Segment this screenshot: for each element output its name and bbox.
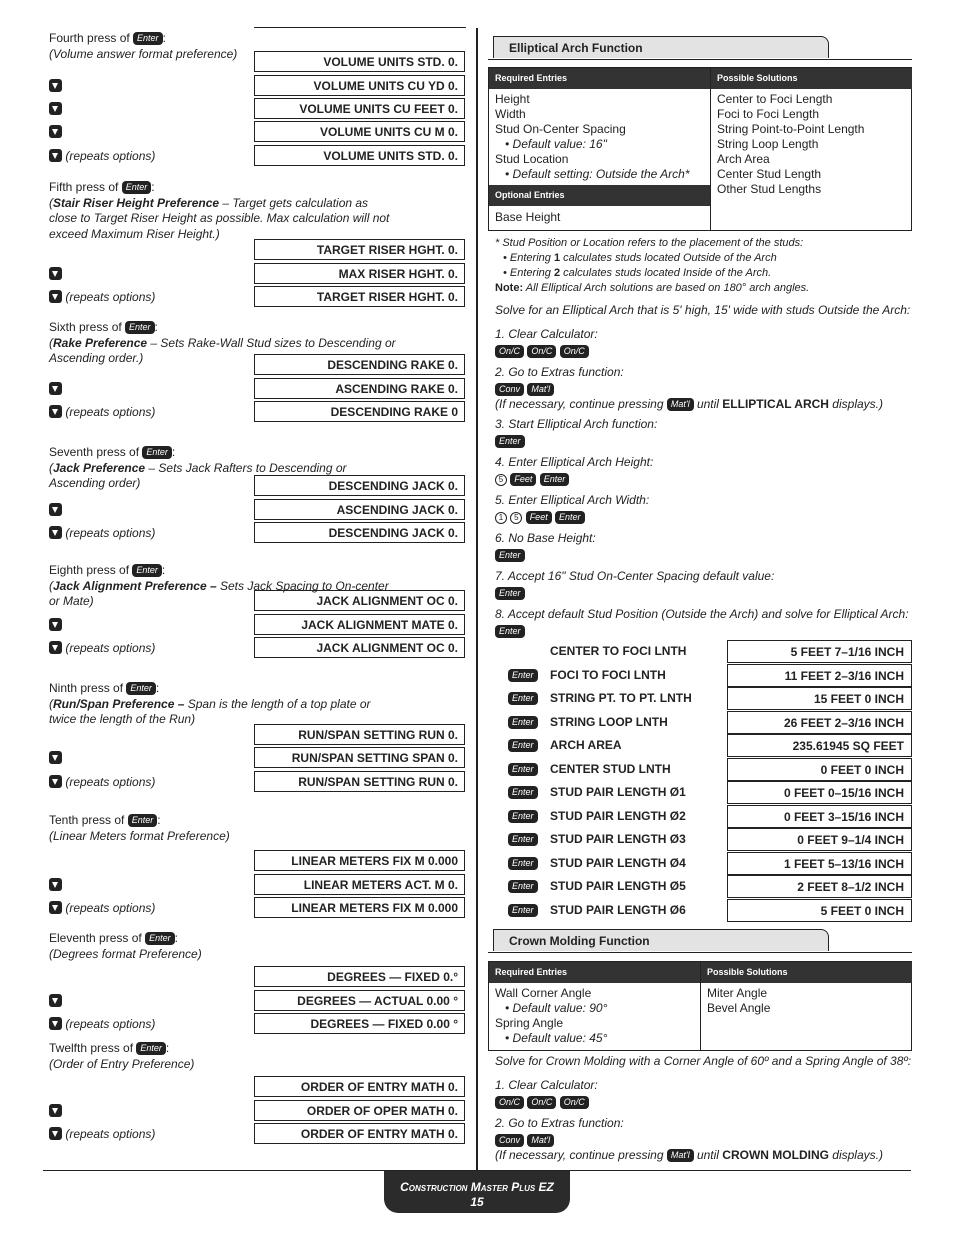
key-conv: Conv: [495, 383, 524, 396]
solution-item: Foci to Foci Length: [717, 107, 820, 121]
key-conv: Conv: [495, 1134, 524, 1147]
key-sequence: [495, 434, 657, 449]
elliptical-step: [495, 455, 653, 487]
option-row: [49, 1123, 467, 1145]
key-sequence: [495, 382, 883, 397]
enter-key: Enter: [136, 1042, 166, 1055]
display-readout: DESCENDING RAKE 0: [254, 401, 465, 422]
enter-key: Enter: [508, 692, 538, 705]
elliptical-step: [495, 493, 649, 525]
footnote: [495, 236, 809, 296]
option-row: [49, 850, 467, 872]
enter-key: Enter: [508, 786, 538, 799]
option-row: [49, 637, 467, 659]
display-readout: LINEAR METERS FIX M 0.000: [254, 850, 465, 871]
preference-name: Rake Preference: [53, 335, 148, 350]
key-feet: Feet: [510, 473, 536, 486]
result-value: 15 FEET 0 INCH: [727, 687, 912, 710]
key-matl: Mat'l: [527, 383, 554, 396]
enter-key: Enter: [508, 810, 538, 823]
required-header: Required Entries: [489, 68, 710, 89]
step-text: 3. Start Elliptical Arch function:: [495, 417, 658, 431]
option-label: [49, 503, 62, 517]
elliptical-step: [495, 365, 883, 412]
key-onc: On/C: [560, 345, 589, 358]
result-row: [488, 711, 912, 734]
option-row: [49, 354, 467, 376]
press-line: Eleventh press of Enter :: [49, 931, 178, 945]
preference-name: Stair Riser Height Preference: [53, 195, 220, 210]
key-sequence: [495, 548, 596, 563]
elliptical-step: [495, 327, 598, 359]
option-label: [49, 618, 62, 632]
result-row: [488, 640, 912, 663]
required-list: [489, 89, 710, 185]
crown-required-column: [489, 962, 700, 1049]
result-label: STRING LOOP LNTH: [550, 714, 668, 729]
option-row: [49, 614, 467, 636]
option-label: [49, 1104, 62, 1118]
display-name: ELLIPTICAL ARCH: [722, 397, 829, 411]
elliptical-title: Elliptical Arch Function: [493, 36, 829, 58]
footnote-line-3: • Entering 2 calculates studs located Inside of the Arch.: [503, 267, 772, 279]
digit-key: 1: [495, 512, 507, 524]
display-readout: DEGREES — FIXED 0.°: [254, 966, 465, 987]
solution-item: String Point-to-Point Length: [717, 122, 865, 136]
option-row: [49, 499, 467, 521]
result-row: [488, 734, 912, 757]
preference-section: [49, 931, 467, 962]
option-row: [49, 401, 467, 423]
step-text: 8. Accept default Stud Position (Outside the Arch) and solve for Elliptical Arch:: [495, 607, 909, 621]
key-enter: Enter: [540, 473, 570, 486]
crown-solutions-list: [701, 983, 912, 1019]
solutions-list: [711, 89, 912, 200]
preference-description: (Jack Alignment Preference – Sets Jack Spacing to On-center or Mate): [49, 578, 389, 608]
key-enter: Enter: [495, 625, 525, 638]
result-value: 2 FEET 8–1/2 INCH: [727, 875, 912, 898]
option-row: [49, 121, 467, 143]
required-column: [489, 68, 710, 228]
enter-key: Enter: [508, 669, 538, 682]
preference-description: (Volume answer format preference): [49, 46, 238, 61]
result-value: 0 FEET 0 INCH: [727, 758, 912, 781]
key-sequence: [495, 624, 909, 639]
elliptical-title-rule: [488, 59, 912, 60]
result-value: 11 FEET 2–3/16 INCH: [727, 664, 912, 687]
key-sequence: [495, 510, 649, 525]
result-value: 26 FEET 2–3/16 INCH: [727, 711, 912, 734]
option-row: [49, 98, 467, 120]
display-readout: RUN/SPAN SETTING SPAN 0.: [254, 747, 465, 768]
display-readout: JACK ALIGNMENT MATE 0.: [254, 614, 465, 635]
display-readout: ASCENDING RAKE 0.: [254, 378, 465, 399]
option-row: [49, 475, 467, 497]
option-row: [49, 771, 467, 793]
option-label: (repeats options): [49, 641, 155, 655]
display-readout: MAX RISER HGHT. 0.: [254, 263, 465, 284]
note-line: Note: All Elliptical Arch solutions are based on 180° arch angles.: [495, 282, 810, 294]
down-arrow-icon: [49, 267, 62, 280]
press-line: Fourth press of Enter :: [49, 31, 166, 45]
down-arrow-icon: [49, 1104, 62, 1117]
display-readout: VOLUME UNITS STD. 0.: [254, 51, 465, 72]
optional-entry: Base Height: [495, 210, 561, 224]
solution-item: Arch Area: [717, 152, 770, 166]
optional-header: Optional Entries: [489, 185, 710, 206]
result-label: STUD PAIR LENGTH Ø6: [550, 902, 686, 917]
down-arrow-icon: [49, 994, 62, 1007]
preference-description: (Degrees format Preference): [49, 946, 202, 961]
enter-key: Enter: [132, 564, 162, 577]
option-label: (repeats options): [49, 775, 155, 789]
result-label: ARCH AREA: [550, 738, 622, 752]
crown-required-list: [489, 983, 700, 1049]
press-line: Ninth press of Enter :: [49, 681, 160, 695]
preference-description: (Stair Riser Height Preference – Target gets calculation as close to Target Riser Height as possible. Max calculation will not exceed Maximum Riser Height.): [49, 195, 390, 241]
display-readout: LINEAR METERS FIX M 0.000: [254, 897, 465, 918]
column-divider: [476, 28, 478, 1171]
display-readout: RUN/SPAN SETTING RUN 0.: [254, 771, 465, 792]
display-readout: ORDER OF ENTRY MATH 0.: [254, 1123, 465, 1144]
preference-name: Jack Preference: [53, 460, 146, 475]
required-entry: Stud Location: [495, 152, 569, 166]
option-row: [49, 966, 467, 988]
solution-item: Bevel Angle: [707, 1001, 771, 1015]
crown-required-header: Required Entries: [489, 962, 700, 983]
key-sequence: [495, 472, 653, 487]
preference-description: (Jack Preference – Sets Jack Rafters to Descending or Ascending order): [49, 460, 347, 490]
required-entry: Spring Angle: [495, 1016, 564, 1030]
option-label: [49, 878, 62, 892]
option-row: [49, 239, 467, 261]
option-label: [49, 125, 62, 139]
step-text: 6. No Base Height:: [495, 531, 596, 545]
result-value: 0 FEET 0–15/16 INCH: [727, 781, 912, 804]
key-onc: On/C: [560, 1096, 589, 1109]
preference-section: [49, 1041, 467, 1072]
option-label: (repeats options): [49, 1017, 155, 1031]
top-rule: [254, 27, 466, 28]
display-readout: DEGREES — ACTUAL 0.00 °: [254, 990, 465, 1011]
down-arrow-icon: [49, 1017, 62, 1030]
down-arrow-icon: [49, 618, 62, 631]
option-row: [49, 897, 467, 919]
crown-solutions-column: [700, 962, 912, 1050]
option-row: [49, 1013, 467, 1035]
required-entry: • Default value: 16": [505, 137, 607, 151]
down-arrow-icon: [49, 290, 62, 303]
enter-key: Enter: [122, 181, 152, 194]
elliptical-table: [488, 67, 912, 231]
page-footer: [384, 1171, 570, 1213]
option-label: (repeats options): [49, 149, 155, 163]
enter-key: Enter: [508, 833, 538, 846]
step-text: 7. Accept 16" Stud On-Center Spacing default value:: [495, 569, 775, 583]
option-row: [49, 522, 467, 544]
result-value: 5 FEET 7–1/16 INCH: [727, 640, 912, 663]
option-row: [49, 145, 467, 167]
display-readout: VOLUME UNITS STD. 0.: [254, 145, 465, 166]
option-label: [49, 102, 62, 116]
option-row: [49, 724, 467, 746]
option-row: [49, 51, 467, 73]
enter-key: Enter: [508, 904, 538, 917]
crown-step-1: 1. Clear Calculator: On/C On/C On/C: [495, 1078, 598, 1107]
display-readout: DESCENDING JACK 0.: [254, 522, 465, 543]
footnote-line-1: * Stud Position or Location refers to the placement of the studs:: [495, 237, 804, 249]
solution-item: Center Stud Length: [717, 167, 822, 181]
result-row: [488, 852, 912, 875]
required-entry: Height: [495, 92, 530, 106]
option-row: [49, 286, 467, 308]
preference-section: [49, 180, 467, 242]
display-readout: ASCENDING JACK 0.: [254, 499, 465, 520]
step-note: (If necessary, continue pressing Mat'l until ELLIPTICAL ARCH displays.): [495, 397, 883, 411]
crown-table: [488, 961, 912, 1051]
option-row: [49, 590, 467, 612]
crown-title-rule: [488, 952, 912, 953]
down-arrow-icon: [49, 79, 62, 92]
digit-key: 5: [510, 512, 522, 524]
result-value: 0 FEET 9–1/4 INCH: [727, 828, 912, 851]
display-readout: DESCENDING JACK 0.: [254, 475, 465, 496]
down-arrow-icon: [49, 405, 62, 418]
option-row: [49, 75, 467, 97]
required-entry: • Default value: 45°: [505, 1031, 608, 1045]
display-readout: JACK ALIGNMENT OC 0.: [254, 590, 465, 611]
display-readout: VOLUME UNITS CU FEET 0.: [254, 98, 465, 119]
key-feet: Feet: [526, 511, 552, 524]
preference-name: Run/Span Preference –: [53, 696, 185, 711]
press-line: Tenth press of Enter :: [49, 813, 161, 827]
preference-section: [49, 813, 467, 844]
digit-key: 5: [495, 474, 507, 486]
display-readout: VOLUME UNITS CU M 0.: [254, 121, 465, 142]
option-row: [49, 263, 467, 285]
option-row: [49, 990, 467, 1012]
solution-item: Other Stud Lengths: [717, 182, 822, 196]
elliptical-step: [495, 607, 909, 639]
option-label: (repeats options): [49, 1127, 155, 1141]
crown-solutions-header: Possible Solutions: [701, 962, 912, 983]
result-label: CENTER TO FOCI LNTH: [550, 644, 687, 658]
result-row: [488, 828, 912, 851]
solution-item: Miter Angle: [707, 986, 768, 1000]
enter-key: Enter: [508, 716, 538, 729]
option-row: [49, 874, 467, 896]
enter-key: Enter: [508, 857, 538, 870]
option-label: [49, 267, 62, 281]
result-label: STUD PAIR LENGTH Ø2: [550, 808, 686, 823]
down-arrow-icon: [49, 125, 62, 138]
required-entry: Stud On-Center Spacing: [495, 122, 626, 136]
result-row: [488, 781, 912, 804]
option-label: [49, 382, 62, 396]
preference-section: [49, 681, 467, 728]
display-readout: ORDER OF ENTRY MATH 0.: [254, 1076, 465, 1097]
enter-key: Enter: [145, 932, 175, 945]
elliptical-step: [495, 417, 657, 449]
display-readout: LINEAR METERS ACT. M 0.: [254, 874, 465, 895]
solutions-column: [710, 68, 912, 230]
solution-item: Center to Foci Length: [717, 92, 833, 106]
step-text: 5. Enter Elliptical Arch Width:: [495, 493, 650, 507]
enter-key: Enter: [128, 814, 158, 827]
press-line: Fifth press of Enter :: [49, 180, 155, 194]
press-line: Sixth press of Enter :: [49, 320, 158, 334]
preference-description: (Run/Span Preference – Span is the length of a top plate or twice the length of the Run): [49, 696, 371, 726]
crown-step-2: 2. Go to Extras function: Conv Mat'l (If necessary, continue pressing Mat'l until CROWN MOLDING displays.): [495, 1116, 883, 1162]
preference-description: (Linear Meters format Preference): [49, 828, 230, 843]
result-value: 0 FEET 3–15/16 INCH: [727, 805, 912, 828]
result-label: STUD PAIR LENGTH Ø3: [550, 832, 686, 846]
display-readout: TARGET RISER HGHT. 0.: [254, 286, 465, 307]
preference-name: Jack Alignment Preference –: [53, 578, 217, 593]
elliptical-solve: Solve for an Elliptical Arch that is 5' high, 15' wide with studs Outside the Arch:: [495, 303, 911, 317]
down-arrow-icon: [49, 878, 62, 891]
down-arrow-icon: [49, 775, 62, 788]
option-label: (repeats options): [49, 901, 155, 915]
footnote-line-2: • Entering 1 calculates studs located Outside of the Arch: [503, 252, 777, 264]
result-row: [488, 664, 912, 687]
result-row: [488, 758, 912, 781]
display-readout: JACK ALIGNMENT OC 0.: [254, 637, 465, 658]
down-arrow-icon: [49, 503, 62, 516]
down-arrow-icon: [49, 1127, 62, 1140]
key-onc: On/C: [527, 345, 556, 358]
enter-key: Enter: [126, 682, 156, 695]
result-label: STRING PT. TO PT. LNTH: [550, 691, 692, 705]
option-label: [49, 751, 62, 765]
down-arrow-icon: [49, 641, 62, 654]
crown-solve: Solve for Crown Molding with a Corner Angle of 60º and a Spring Angle of 38º:: [495, 1054, 912, 1068]
option-label: (repeats options): [49, 526, 155, 540]
option-label: [49, 994, 62, 1008]
result-value: 235.61945 SQ FEET: [727, 734, 912, 757]
solution-item: String Loop Length: [717, 137, 819, 151]
option-label: [49, 79, 62, 93]
enter-key: Enter: [508, 763, 538, 776]
key-enter: Enter: [555, 511, 585, 524]
step-text: 2. Go to Extras function:: [495, 365, 624, 379]
option-label: (repeats options): [49, 405, 155, 419]
down-arrow-icon: [49, 149, 62, 162]
enter-key: Enter: [142, 446, 172, 459]
result-row: [488, 687, 912, 710]
enter-key: Enter: [125, 321, 155, 334]
step-text: 1. Clear Calculator:: [495, 327, 598, 341]
display-readout: ORDER OF OPER MATH 0.: [254, 1100, 465, 1121]
option-row: [49, 1076, 467, 1098]
key-enter: Enter: [495, 549, 525, 562]
down-arrow-icon: [49, 382, 62, 395]
required-entry: • Default value: 90°: [505, 1001, 608, 1015]
display-readout: TARGET RISER HGHT. 0.: [254, 239, 465, 260]
result-row: [488, 899, 912, 922]
result-value: 1 FEET 5–13/16 INCH: [727, 852, 912, 875]
key-onc: On/C: [495, 345, 524, 358]
key-sequence: [495, 344, 598, 359]
result-row: [488, 875, 912, 898]
preference-description: (Order of Entry Preference): [49, 1056, 195, 1071]
elliptical-step: [495, 569, 774, 601]
step-text: 4. Enter Elliptical Arch Height:: [495, 455, 654, 469]
required-entry: Width: [495, 107, 526, 121]
enter-key: Enter: [508, 880, 538, 893]
crown-title: Crown Molding Function: [493, 929, 829, 951]
enter-key: Enter: [508, 739, 538, 752]
preference-description: (Rake Preference – Sets Rake-Wall Stud sizes to Descending or Ascending order.): [49, 335, 396, 365]
result-value: 5 FEET 0 INCH: [727, 899, 912, 922]
solutions-header: Possible Solutions: [711, 68, 912, 89]
display-readout: RUN/SPAN SETTING RUN 0.: [254, 724, 465, 745]
elliptical-step: [495, 531, 596, 563]
key-matl: Mat'l: [527, 1134, 554, 1147]
press-line: Eighth press of Enter :: [49, 563, 166, 577]
key-sequence: [495, 586, 774, 601]
down-arrow-icon: [49, 901, 62, 914]
display-readout: DEGREES — FIXED 0.00 °: [254, 1013, 465, 1034]
option-row: [49, 1100, 467, 1122]
down-arrow-icon: [49, 102, 62, 115]
result-label: STUD PAIR LENGTH Ø5: [550, 879, 686, 893]
option-row: [49, 378, 467, 400]
display-readout: VOLUME UNITS CU YD 0.: [254, 75, 465, 96]
result-row: [488, 805, 912, 828]
required-entry: Wall Corner Angle: [495, 986, 592, 1000]
result-label: STUD PAIR LENGTH Ø4: [550, 855, 686, 870]
result-label: FOCI TO FOCI LNTH: [550, 667, 666, 682]
down-arrow-icon: [49, 751, 62, 764]
option-label: (repeats options): [49, 290, 155, 304]
key-onc: On/C: [495, 1096, 524, 1109]
footer-title: Construction Master Plus EZ: [400, 1180, 554, 1194]
press-line: Twelfth press of Enter :: [49, 1041, 170, 1055]
option-row: [49, 747, 467, 769]
press-line: Seventh press of Enter :: [49, 445, 176, 459]
result-label: CENTER STUD LNTH: [550, 761, 671, 776]
down-arrow-icon: [49, 526, 62, 539]
key-enter: Enter: [495, 587, 525, 600]
key-matl: Mat'l: [667, 398, 694, 411]
result-label: STUD PAIR LENGTH Ø1: [550, 785, 686, 799]
page-number: 15: [470, 1195, 484, 1209]
key-enter: Enter: [495, 435, 525, 448]
enter-key: Enter: [133, 32, 163, 45]
required-entry: • Default setting: Outside the Arch*: [505, 167, 690, 181]
display-readout: DESCENDING RAKE 0.: [254, 354, 465, 375]
key-onc: On/C: [527, 1096, 556, 1109]
